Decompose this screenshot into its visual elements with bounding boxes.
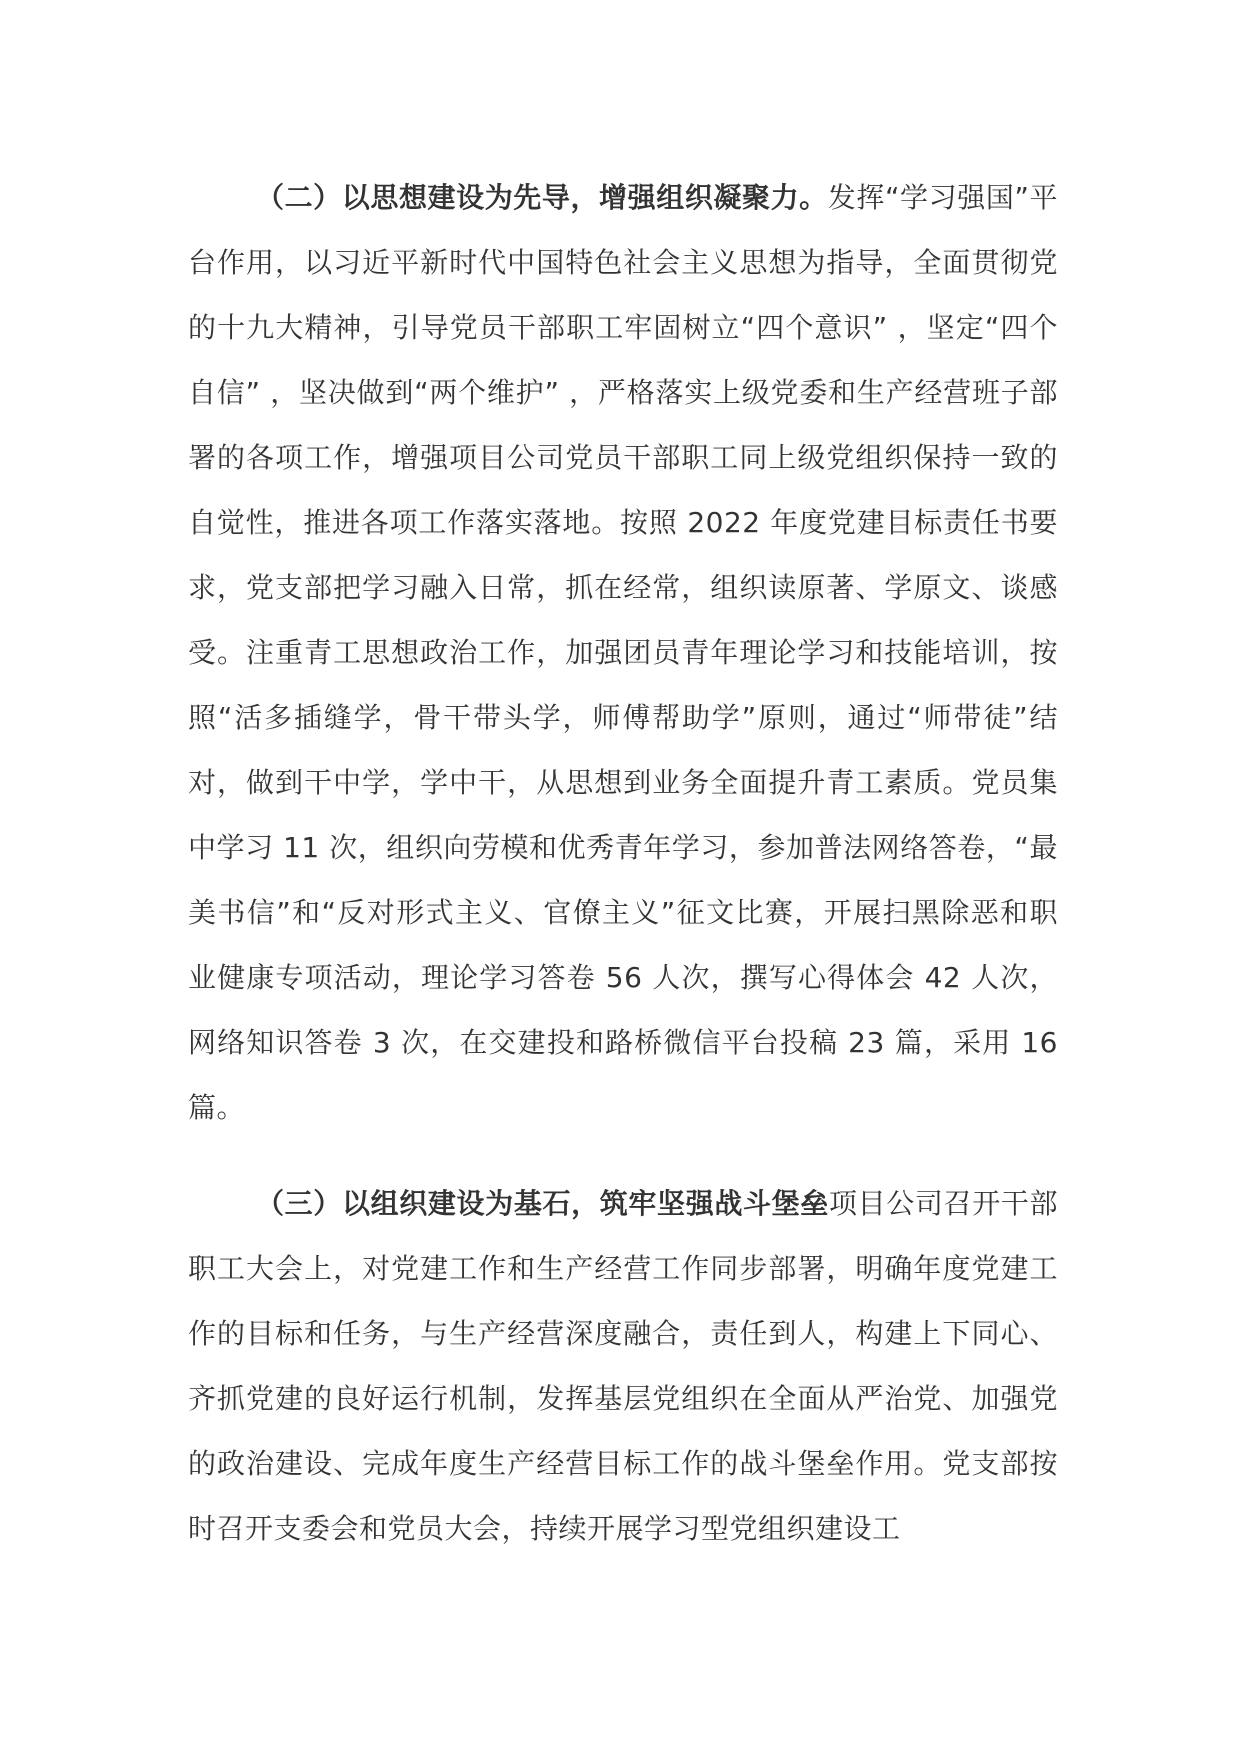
section-paragraph-3 (188, 1171, 1058, 1561)
section-heading-2: （二）以思想建设为先导，增强组织凝聚力。 (256, 181, 828, 214)
section-heading-3: （三）以组织建设为基石，筑牢坚强战斗堡垒 (256, 1187, 829, 1220)
section-body-3: 项目公司召开干部职工大会上，对党建工作和生产经营工作同步部署，明确年度党建工作的目标和任务，与生产经营深度融合，责任到人，构建上下同心、齐抓党建的良好运行机制，发挥基层党组织在全面从严治党、加强党的政治建设、完成年度生产经营目标工作的战斗堡垒作用。党支部按时召开支委会和党员大会，持续开展学习型党组织建设工 (188, 1187, 1058, 1545)
section-body-2: 发挥“学习强国”平台作用，以习近平新时代中国特色社会主义思想为指导，全面贯彻党的十九大精神，引导党员干部职工牢固树立“四个意识” ，坚定“四个自信” ，坚决做到“两个维护” ，严格落实上级党委和生产经营班子部署的各项工作，增强项目公司党员干部职工同上级党组织保持一致的自觉性，推进各项工作落实落地。按照 2022 年度党建目标责任书要求，党支部把学习融入日常，抓在经常，组织读原著、学原文、谈感受。注重青工思想政治工作，加强团员青年理论学习和技能培训，按照“活多插缝学，骨干带头学，师傅帮助学”原则，通过“师带徒”结对，做到干中学，学中干，从思想到业务全面提升青工素质。党员集中学习 11 次，组织向劳模和优秀青年学习，参加普法网络答卷，“最美书信”和“反对形式主义、官僚主义”征文比赛，开展扫黑除恶和职业健康专项活动，理论学习答卷 56 人次，撰写心得体会 42 人次，网络知识答卷 3 次，在交建投和路桥微信平台投稿 23 篇，采用 16 篇。 (188, 181, 1058, 1124)
section-paragraph-2 (188, 165, 1058, 1140)
